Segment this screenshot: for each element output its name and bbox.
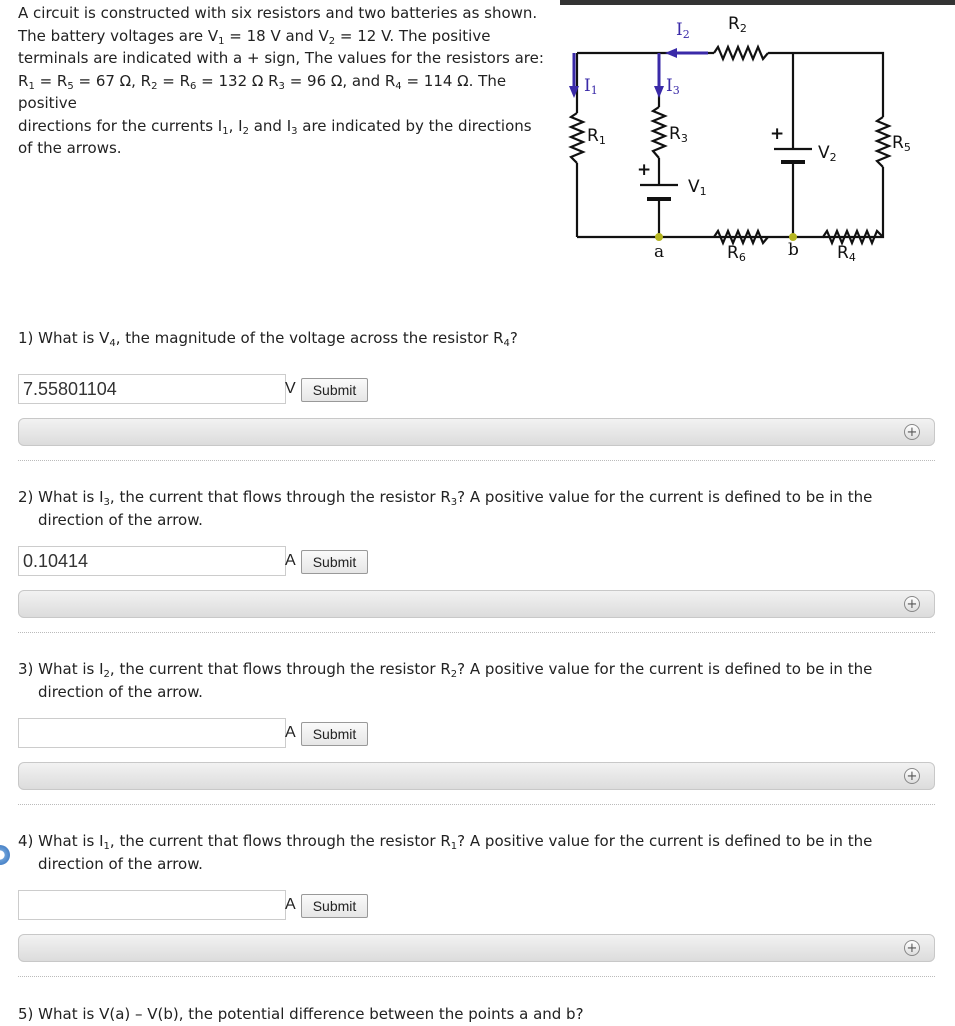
resistor-r5 [877, 117, 889, 167]
text-segment: and I [248, 116, 292, 135]
text-segment: are indicated by the directions [297, 116, 532, 135]
text-segment: of the arrows. [18, 139, 122, 157]
expand-plus-icon[interactable]: + [904, 424, 920, 440]
text-segment: I [676, 20, 683, 40]
subscript: 1 [222, 125, 229, 137]
question-text [18, 832, 872, 850]
answer-input-1[interactable] [18, 374, 286, 404]
text-segment: = 67 Ω, R [73, 71, 152, 90]
hint-bar-4[interactable] [18, 934, 935, 962]
label-i3 [666, 76, 680, 96]
text-segment: ? [509, 329, 518, 347]
question-text-cont [18, 681, 918, 704]
text-segment: 4) What is I [18, 832, 104, 850]
arrow-i2-head [665, 48, 677, 58]
text-segment: terminals are indicated with a + sign, The values for the resistors are: [18, 49, 544, 67]
subscript: 3 [278, 80, 285, 92]
subscript: 5 [903, 141, 911, 154]
question-3 [18, 658, 918, 703]
help-icon[interactable] [0, 845, 10, 865]
subscript: 3 [450, 497, 458, 508]
subscript: 3 [103, 497, 110, 508]
label-r4 [837, 243, 856, 263]
node-a [655, 233, 663, 241]
question-text-cont [18, 509, 918, 532]
subscript: 3 [672, 84, 680, 97]
subscript: 2 [103, 669, 110, 680]
subscript: 2 [328, 35, 336, 47]
text-segment: R [587, 126, 599, 146]
label-i1 [584, 76, 598, 96]
label-r1 [587, 126, 606, 146]
label-v2 [818, 143, 837, 163]
subscript: 1 [598, 134, 606, 147]
answer-input-3[interactable] [18, 718, 286, 748]
subscript: 1 [590, 84, 598, 97]
subscript: 4 [848, 251, 856, 264]
subscript: 1 [103, 841, 110, 852]
divider [18, 460, 935, 461]
expand-plus-icon[interactable]: + [904, 768, 920, 784]
label-i2 [676, 20, 690, 40]
subscript: 4 [503, 338, 510, 349]
text-segment: , the magnitude of the voltage across the resistor R [115, 329, 504, 347]
hint-bar-3[interactable] [18, 762, 935, 790]
text-segment: A circuit is constructed with six resistors and two batteries as shown. [18, 4, 538, 22]
subscript: 1 [218, 35, 225, 47]
submit-button-1[interactable]: Submit [301, 378, 368, 402]
unit-label-3: A [285, 724, 296, 741]
label-r6 [727, 243, 746, 263]
answer-input-4[interactable] [18, 890, 286, 920]
text-segment: V [688, 177, 700, 197]
question-text [18, 329, 518, 347]
question-1 [18, 327, 918, 350]
question-2 [18, 486, 918, 531]
unit-label-4: A [285, 896, 296, 913]
text-segment: ? A positive value for the current is defined to be in the [457, 832, 873, 850]
text-segment: R [892, 133, 904, 153]
subscript: 2 [739, 22, 747, 35]
text-segment: 5) What is V(a) – V(b), the potential difference between the points a and b? [18, 1005, 584, 1023]
text-segment: , the current that flows through the resistor R [109, 660, 451, 678]
hint-bar-1[interactable] [18, 418, 935, 446]
label-r3 [669, 124, 688, 144]
divider [18, 632, 935, 633]
answer-input-2[interactable] [18, 546, 286, 576]
resistor-r3 [653, 107, 665, 158]
label-r2 [728, 14, 747, 34]
text-segment: I [584, 76, 591, 96]
hint-bar-2[interactable] [18, 590, 935, 618]
resistor-r2 [714, 47, 768, 59]
subscript: 3 [291, 125, 298, 137]
expand-plus-icon[interactable]: + [904, 596, 920, 612]
circuit-diagram [0, 0, 955, 290]
text-segment: R [669, 124, 681, 144]
text-segment: directions for the currents I [18, 116, 223, 135]
text-segment: + [637, 160, 652, 180]
text-segment: = R [157, 71, 191, 90]
subscript: 4 [395, 80, 402, 92]
text-segment: , the current that flows through the resistor R [109, 488, 451, 506]
divider [18, 976, 935, 977]
text-segment: direction of the arrow. [38, 854, 203, 873]
text-segment: + [770, 124, 785, 144]
label-plus-v2 [770, 124, 784, 144]
label-node-a [654, 242, 664, 262]
unit-label-1: V [285, 380, 296, 397]
question-text [18, 488, 872, 506]
submit-button-4[interactable]: Submit [301, 894, 368, 918]
text-segment: b [788, 240, 799, 260]
text-segment: = 12 V. The positive [335, 26, 491, 45]
question-5 [18, 1003, 918, 1026]
subscript: 6 [190, 80, 197, 92]
text-segment: = 18 V and V [224, 26, 329, 45]
text-segment: 3) What is I [18, 660, 104, 678]
subscript: 2 [450, 669, 458, 680]
text-segment: ? A positive value for the current is defined to be in the [457, 660, 873, 678]
subscript: 2 [682, 28, 690, 41]
text-segment: I [666, 76, 673, 96]
label-r5 [892, 133, 911, 153]
wire [577, 53, 883, 237]
text-segment: R [837, 243, 849, 263]
label-plus-v1 [637, 160, 651, 180]
expand-plus-icon[interactable]: + [904, 940, 920, 956]
unit-label-2: A [285, 552, 296, 569]
label-v1 [688, 177, 707, 197]
resistor-r1 [571, 113, 583, 163]
subscript: 3 [680, 132, 688, 145]
text-segment: 2) What is I [18, 488, 104, 506]
text-segment: , the current that flows through the resistor R [109, 832, 451, 850]
text-segment: , I [228, 116, 243, 135]
text-segment: The battery voltages are V [18, 26, 219, 45]
divider [18, 804, 935, 805]
submit-button-3[interactable]: Submit [301, 722, 368, 746]
text-segment: 1) What is V [18, 329, 110, 347]
text-segment: = R [34, 71, 68, 90]
text-segment: R [727, 243, 739, 263]
question-text [18, 660, 872, 678]
text-segment: ? A positive value for the current is defined to be in the [457, 488, 873, 506]
subscript: 2 [829, 151, 837, 164]
text-segment: direction of the arrow. [38, 510, 203, 529]
subscript: 5 [67, 80, 74, 92]
question-text [18, 1005, 584, 1023]
subscript: 6 [738, 251, 746, 264]
text-segment: = 132 Ω R [196, 71, 279, 90]
subscript: 1 [699, 185, 707, 198]
text-segment: direction of the arrow. [38, 682, 203, 701]
submit-button-2[interactable]: Submit [301, 550, 368, 574]
subscript: 1 [450, 841, 458, 852]
question-text-cont [18, 853, 918, 876]
label-node-b [788, 240, 799, 260]
text-segment: a [654, 242, 665, 262]
subscript: 2 [242, 125, 249, 137]
text-segment: V [818, 143, 830, 163]
subscript: 4 [109, 338, 116, 349]
subscript: 1 [28, 80, 35, 92]
text-segment: R [728, 14, 740, 34]
text-segment: = 96 Ω, and R [284, 71, 396, 90]
arrow-i3-head [654, 86, 664, 98]
text-segment: = 114 Ω. The positive [18, 71, 507, 112]
question-4 [18, 830, 918, 875]
subscript: 2 [151, 80, 158, 92]
text-segment: R [18, 71, 29, 90]
